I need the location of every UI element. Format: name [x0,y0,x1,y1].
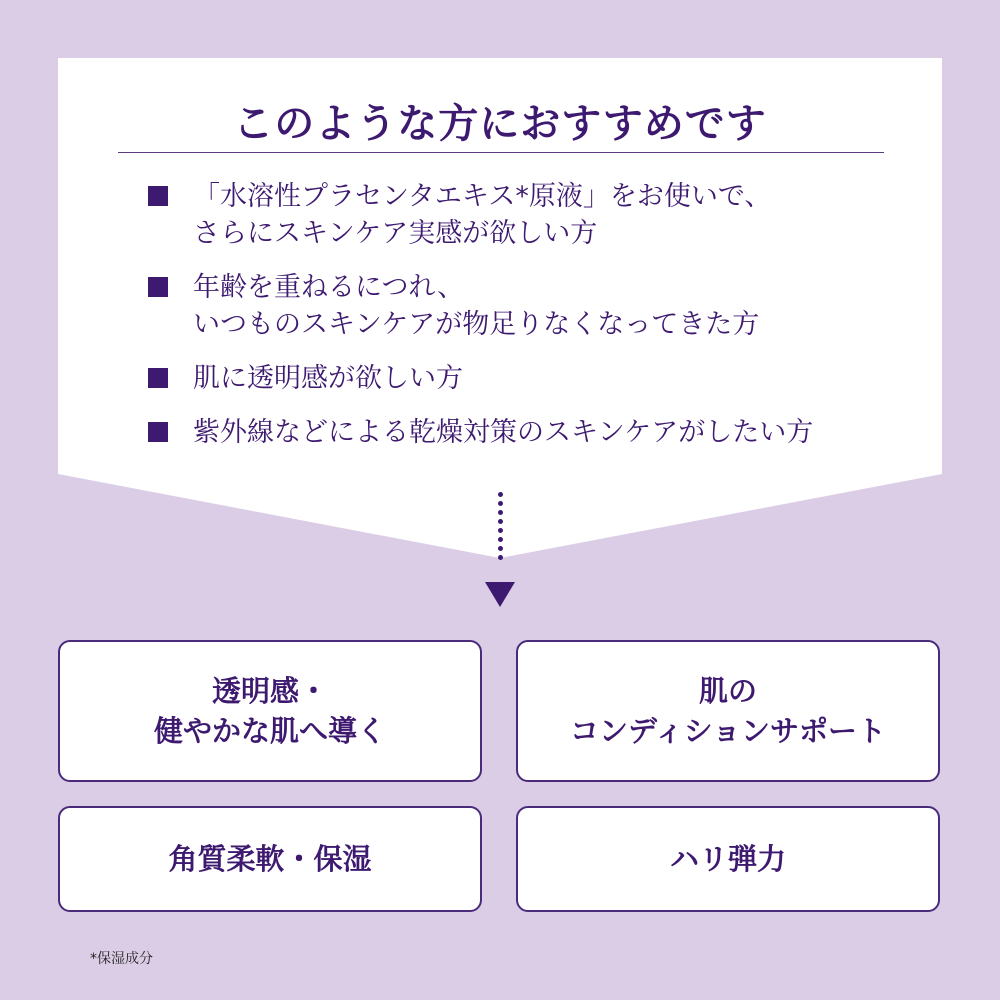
list-item-line: 肌に透明感が欲しい方 [193,363,463,394]
benefit-box [58,640,482,782]
list-item-line: 紫外線などによる乾燥対策のスキンケアがしたい方 [193,417,814,448]
recommendation-list [148,178,908,468]
benefit-line: 肌の [698,674,757,708]
benefit-line: コンディションサポート [569,714,887,748]
benefit-line: 角質柔軟・保湿 [168,842,372,876]
list-item [148,360,908,397]
title-divider [118,152,884,153]
benefit-line: 透明感・ [211,674,328,708]
list-item [148,414,908,451]
list-item [148,178,908,252]
square-bullet-icon [148,277,168,297]
list-item-text [193,360,463,397]
footnote: *保湿成分 [90,951,153,967]
list-item-line: 年齢を重ねるにつれ、 [193,272,465,303]
benefit-box [58,806,482,912]
benefit-box [516,640,940,782]
list-item [148,269,908,343]
list-item-text [193,269,759,343]
square-bullet-icon [148,368,168,388]
benefit-line: 健やかな肌へ導く [153,714,386,748]
square-bullet-icon [148,186,168,206]
dotted-arrow-down-icon [496,492,504,564]
list-item-line: さらにスキンケア実感が欲しい方 [193,218,598,249]
list-item-text [193,178,771,252]
benefit-line: ハリ弾力 [669,842,786,876]
list-item-text [193,414,813,451]
square-bullet-icon [148,422,168,442]
list-item-line: 「水溶性プラセンタエキス*原液」をお使いで、 [193,181,772,212]
arrow-head-icon [485,582,515,607]
benefit-box [516,806,940,912]
list-item-line: いつものスキンケアが物足りなくなってきた方 [193,309,760,340]
page-title: このような方におすすめです [233,101,767,147]
